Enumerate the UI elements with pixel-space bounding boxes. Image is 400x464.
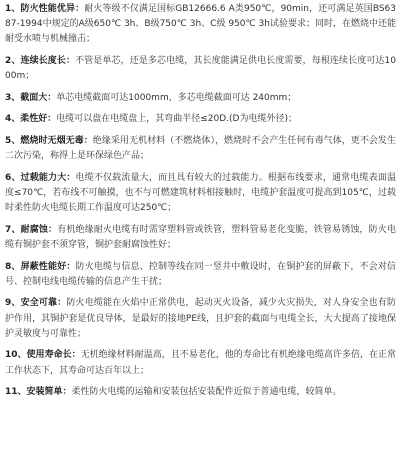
feature-text-9: 防火电缆能在火焰中正常供电，起动灭火设备，减少火灾损失，对人身安全也有防护作用，其铜护套是优良导体，是最好的接地PE线，且护套的截面与电缆全长，大大提高了接地保护灵敏度与可靠性； xyxy=(5,298,396,339)
feature-item-11 xyxy=(5,385,396,400)
feature-item-10 xyxy=(5,348,396,378)
feature-title-8: 8、屏蔽性能好： xyxy=(5,261,76,272)
feature-title-6: 6、过载能力大： xyxy=(5,172,76,183)
feature-text-4: 电缆可以盘在电缆盘上，其弯曲半径≤20D.(D为电缆外径)； xyxy=(56,114,298,125)
feature-title-7: 7、耐腐蚀： xyxy=(5,224,58,235)
feature-text-6: 电缆不仅载流量大，而且具有较大的过载能力。根据布线要求，通常电缆表面温度≤70℃，若布线不可触摸，也不与可燃建筑材料相接触时，电缆护套温度可提高到105℃，过载时柔性防火电缆长期工作温度可达250℃； xyxy=(5,172,396,214)
feature-item-6 xyxy=(5,171,396,217)
feature-item-8 xyxy=(5,260,396,290)
feature-title-11: 11、安装简单： xyxy=(5,387,72,398)
feature-item-3 xyxy=(5,91,396,106)
feature-text-5: 绝缘采用无机材料（不燃烧体），燃烧时不会产生任何有毒气体，更不会发生二次污染，称得上是环保绿色产品； xyxy=(5,135,396,162)
feature-text-7: 有机绝缘耐火电缆有时需穿塑料管或铁管，塑料管易老化变脆，铁管易锈蚀，防火电缆有铜护套不须穿管，铜护套耐腐蚀性好； xyxy=(5,224,396,250)
feature-text-3: 单芯电缆截面可达1000mm，多芯电缆截面可达 240mm； xyxy=(56,92,297,103)
feature-title-2: 2、连续长度长： xyxy=(5,56,76,66)
feature-item-5 xyxy=(5,134,396,164)
feature-text-8: 防火电缆与信息、控制等线在同一竖井中敷设时，在铜护套的屏蔽下，不会对信号、控制电线电缆传输的信息产生干扰； xyxy=(5,261,396,287)
feature-item-2 xyxy=(5,54,396,84)
feature-title-10: 10、使用寿命长： xyxy=(5,350,81,361)
feature-title-5: 5、燃烧时无烟无毒： xyxy=(5,135,93,146)
feature-text-2: 不管是单芯，还是多芯电缆，其长度能满足供电长度需要，每根连续长度可达1000m； xyxy=(5,56,396,82)
feature-title-4: 4、柔性好： xyxy=(5,114,57,125)
feature-title-1: 1、防火性能优异： xyxy=(5,4,85,14)
feature-item-4 xyxy=(5,112,396,127)
feature-text-10: 无机绝缘材料耐温高，且不易老化，他的寿命比有机绝缘电缆高许多倍，在正常工作状态下，其寿命可达百年以上； xyxy=(5,350,396,376)
feature-text-1: 耐火等级不仅满足国标GB12666.6 A类950℃，90min，还可满足英国BS6387-1994中规定的A级650℃ 3h、B级750℃ 3h、C级 950℃ 3h试验要求；同时，在燃烧中还能耐受水喷与机械撞击； xyxy=(5,4,397,45)
feature-item-7 xyxy=(5,223,396,253)
feature-item-9 xyxy=(5,296,396,342)
feature-title-3: 3、截面大： xyxy=(5,92,57,103)
feature-title-9: 9、安全可靠： xyxy=(5,298,67,309)
feature-item-1 xyxy=(5,2,396,48)
feature-text-11: 柔性防火电缆的运输和安装包括安装配件近似于普通电缆，较简单。 xyxy=(71,387,342,398)
